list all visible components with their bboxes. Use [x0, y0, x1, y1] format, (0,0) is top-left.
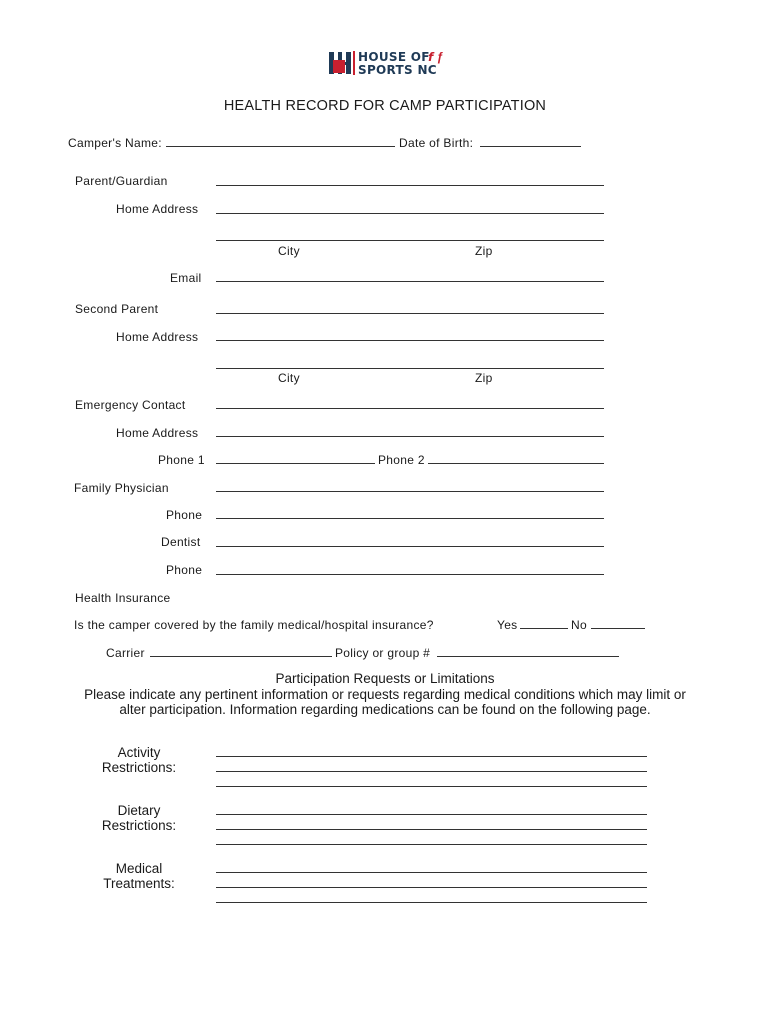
parent-home-address-label: Home Address	[116, 202, 199, 216]
medical-label-line1: Medical	[115, 861, 163, 876]
parent-email-input[interactable]	[216, 268, 604, 282]
medical-treatments-label	[79, 861, 199, 891]
second-parent-home-address-input[interactable]	[216, 327, 604, 341]
physician-phone-label: Phone	[166, 508, 203, 522]
second-parent-home-address-label: Home Address	[116, 330, 199, 344]
emergency-home-address-label: Home Address	[116, 426, 199, 440]
campers-name-input[interactable]	[166, 133, 395, 147]
dentist-input[interactable]	[216, 533, 604, 547]
activity-restrictions-input-3[interactable]	[216, 773, 647, 787]
parent-guardian-label: Parent/Guardian	[75, 174, 168, 188]
insurance-question: Is the camper covered by the family medical/hospital insurance?	[74, 618, 434, 632]
parent-home-address-input[interactable]	[216, 200, 604, 214]
parent-email-label: Email	[170, 271, 202, 285]
dietary-restrictions-input-3[interactable]	[216, 831, 647, 845]
dietary-restrictions-label	[79, 803, 199, 833]
insurance-no-label: No	[571, 618, 587, 632]
activity-label-line2: Restrictions:	[101, 760, 177, 775]
insurance-yes-label: Yes	[497, 618, 518, 632]
emergency-home-address-input[interactable]	[216, 423, 604, 437]
dietary-label-line2: Restrictions:	[101, 818, 177, 833]
parent-guardian-input[interactable]	[216, 172, 604, 186]
parent-zip-label: Zip	[475, 244, 493, 258]
parent-city-zip-input[interactable]	[216, 227, 604, 241]
second-parent-city-zip-input[interactable]	[216, 355, 604, 369]
second-parent-city-label: City	[278, 371, 300, 385]
participation-instructions: Please indicate any pertinent information or requests regarding medical conditions which may limit or alter participation. Information regarding medications can be found on the following page.	[84, 687, 686, 717]
emergency-phone1-input[interactable]	[216, 450, 375, 464]
insurance-no-input[interactable]	[591, 615, 645, 629]
logo-separator	[353, 51, 355, 75]
second-parent-label: Second Parent	[75, 302, 159, 316]
second-parent-input[interactable]	[216, 300, 604, 314]
physician-phone-input[interactable]	[216, 505, 604, 519]
logo-red-block	[333, 60, 345, 73]
policy-input[interactable]	[437, 643, 619, 657]
emergency-phone2-input[interactable]	[428, 450, 604, 464]
campers-name-label: Camper's Name:	[68, 136, 162, 150]
activity-restrictions-input-1[interactable]	[216, 743, 647, 757]
dob-label: Date of Birth:	[399, 136, 474, 150]
dietary-restrictions-input-1[interactable]	[216, 801, 647, 815]
page-title: HEALTH RECORD FOR CAMP PARTICIPATION	[223, 98, 547, 114]
insurance-yes-input[interactable]	[520, 615, 568, 629]
second-parent-zip-label: Zip	[475, 371, 493, 385]
carrier-input[interactable]	[150, 643, 332, 657]
family-physician-label: Family Physician	[74, 481, 169, 495]
dentist-label: Dentist	[161, 535, 201, 549]
activity-restrictions-label	[79, 745, 199, 775]
emergency-contact-input[interactable]	[216, 395, 604, 409]
dob-input[interactable]	[480, 133, 581, 147]
participation-heading: Participation Requests or Limitations	[275, 671, 495, 686]
health-insurance-label: Health Insurance	[75, 591, 171, 605]
activity-restrictions-input-2[interactable]	[216, 758, 647, 772]
medical-treatments-input-1[interactable]	[216, 859, 647, 873]
emergency-contact-label: Emergency Contact	[75, 398, 186, 412]
dentist-phone-input[interactable]	[216, 561, 604, 575]
dietary-label-line1: Dietary	[117, 803, 161, 818]
parent-city-label: City	[278, 244, 300, 258]
policy-label: Policy or group #	[335, 646, 431, 660]
activity-label-line1: Activity	[117, 745, 161, 760]
medical-treatments-input-2[interactable]	[216, 874, 647, 888]
logo-text-line2: SPORTS NC	[358, 63, 437, 77]
dietary-restrictions-input-2[interactable]	[216, 816, 647, 830]
medical-label-line2: Treatments:	[103, 876, 175, 891]
logo-figures-icon: 𝙛 ƒ	[428, 50, 444, 64]
emergency-phone2-label: Phone 2	[378, 453, 425, 467]
dentist-phone-label: Phone	[166, 563, 203, 577]
family-physician-input[interactable]	[216, 478, 604, 492]
logo-text-line1: HOUSE OF	[358, 50, 430, 64]
medical-treatments-input-3[interactable]	[216, 889, 647, 903]
carrier-label: Carrier	[106, 646, 145, 660]
emergency-phone1-label: Phone 1	[158, 453, 205, 467]
